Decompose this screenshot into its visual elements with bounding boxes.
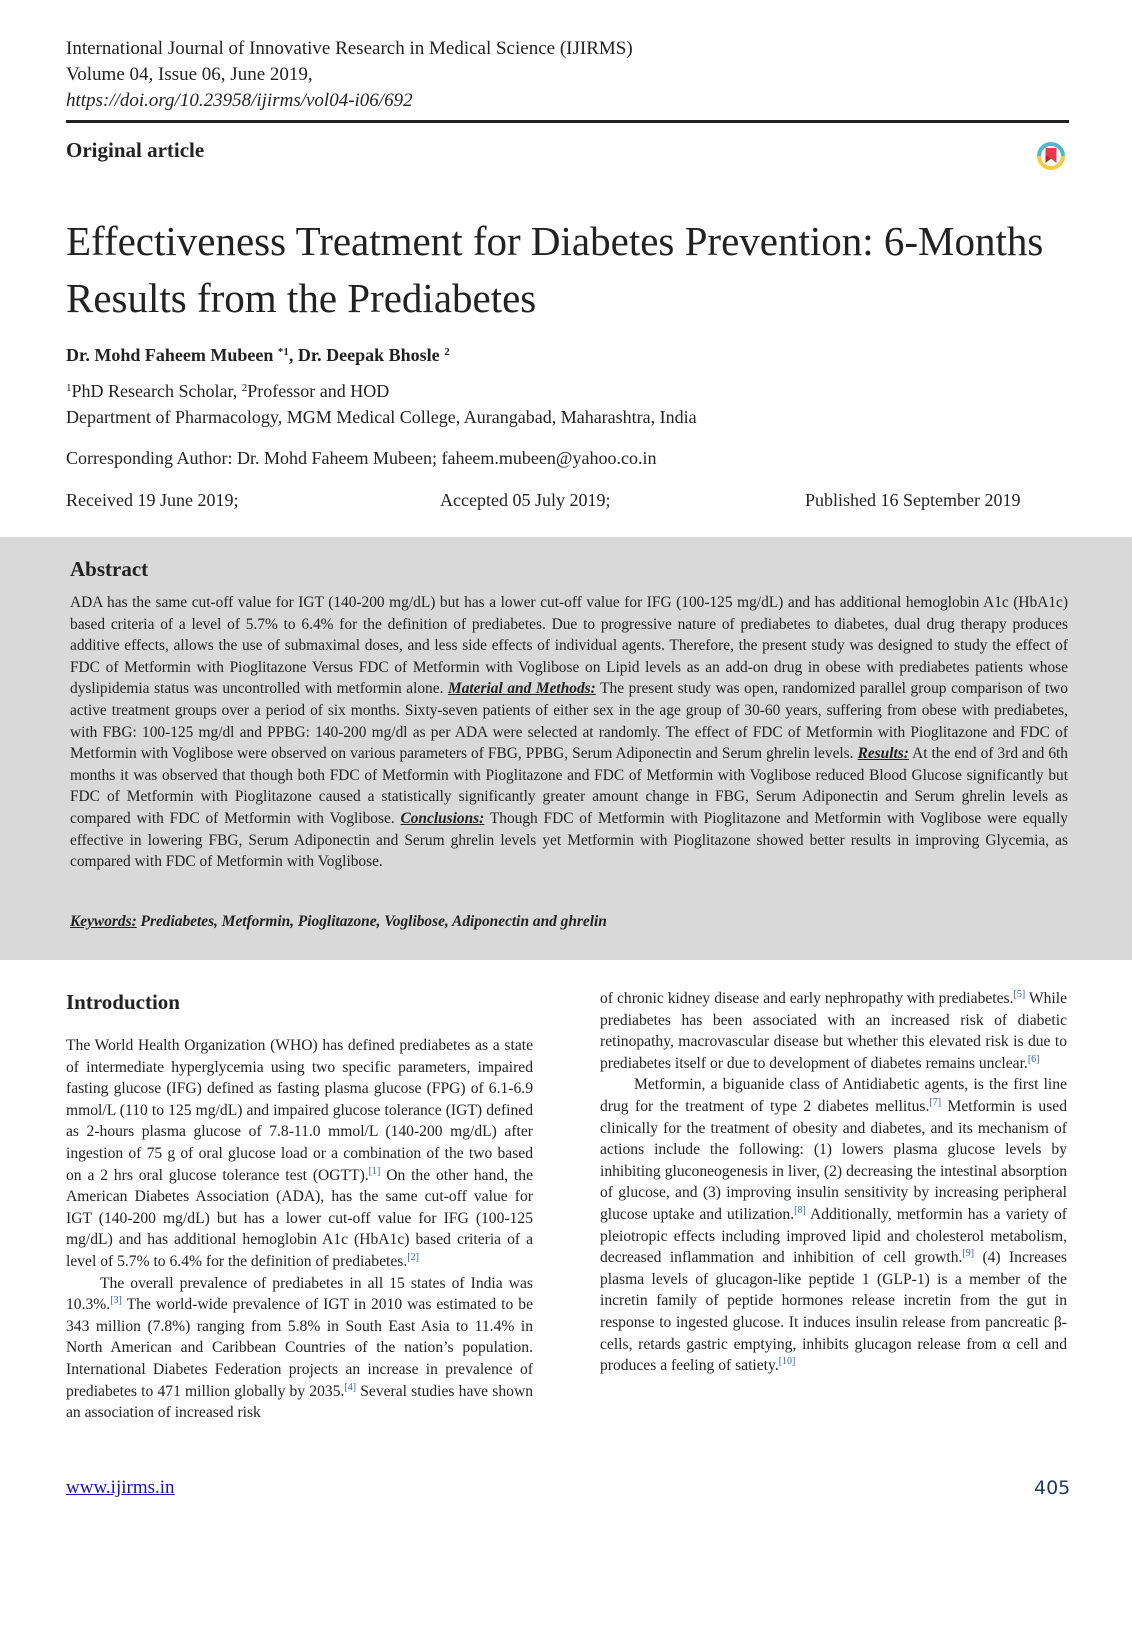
paragraph — [600, 1074, 1067, 1376]
author-name: Dr. Deepak Bhosle — [297, 345, 440, 365]
abstract-methods: The present study was open, randomized parallel group comparison of two active treatment groups over a period of six months. Sixty-seven patients of either sex in the age group of 30-60 years, suffering from obese with prediabetes, with FBG: 100-125 mg/dl and PPBG: 140-200 mg/dl as per ADA were selected at randomly. The effect of FDC of Metformin with Pioglitazone and FDC of Metformin with Voglibose were observed on various parameters of FBG, PPBG, Serum Adiponectin and Serum ghrelin levels. — [70, 680, 1068, 763]
paragraph-text: On the other hand, the American Diabetes Association (ADA), has the same cut-off value for IGT (140-200 mg/dL) but has a lower cut-off value for IFG (100-125 mg/dL) and has additional hemoglobin A1c (HbA1c) based criteria of a level of 5.7% to 6.4% for the definition of prediabetes. — [66, 1166, 533, 1270]
paragraph-text: Metformin, a biguanide class of Antidiabetic agents, is the first line drug for the treatment of type 2 diabetes mellitus. — [600, 1076, 1067, 1115]
header-rule — [66, 120, 1069, 123]
paragraph-text: The world-wide prevalence of IGT in 2010 was estimated to be 343 million (7.8%) ranging from 5.8% in South East Asia to 11.4% in North American and Caribbean Countries of the nation’s population. International Diabetes Federation projects an increase in prevalence of prediabetes to 471 million globally by 2035. — [66, 1296, 533, 1400]
article-type: Original article — [66, 138, 205, 162]
citation-link[interactable]: [5] — [1013, 989, 1026, 1000]
doi-link[interactable]: https://doi.org/10.23958/ijirms/vol04-i06/692 — [66, 90, 413, 111]
abstract-body — [70, 592, 1068, 873]
intro-right-column — [600, 988, 1067, 1377]
citation-link[interactable]: [1] — [368, 1165, 381, 1177]
paragraph-text: Several studies have shown an association of increased risk — [66, 1382, 533, 1422]
paragraph-text: The overall prevalence of prediabetes in all 15 states of India was 10.3%. — [66, 1274, 533, 1314]
paragraph-text: The World Health Organization (WHO) has defined prediabetes as a state of intermediate hyperglycemia using two specific parameters, impaired fasting glucose (IFG) defined as fasting plasma glucose (FPG) of 6.1-6.9 mmol/L (110 to 125 mg/dL) and impaired glucose tolerance (IGT) defined as 2-hours plasma glucose of 7.8-11.0 mmol/L (140-200 mg/dL) after ingestion of 75 g of oral glucose load or a combination of the two based on a 2 hrs oral glucose tolerance test (OGTT). — [66, 1037, 533, 1184]
paragraph-text: Additionally, metformin has a variety of pleiotropic effects including improved lipid and cholesterol metabolism, decreased inflammation and inhibition of cell growth. — [600, 1205, 1067, 1267]
department: Department of Pharmacology, MGM Medical College, Aurangabad, Maharashtra, India — [66, 407, 697, 427]
accepted-date: Accepted 05 July 2019; — [440, 490, 611, 510]
citation-link[interactable]: [6] — [1027, 1053, 1040, 1065]
role-text: Professor and HOD — [247, 381, 390, 401]
affiliation-roles — [66, 378, 697, 404]
abstract-results: At the end of 3rd and 6th months it was observed that though both FDC of Metformin with Pioglitazone and FDC of Metformin with Voglibose reduced Blood Glucose significantly but FDC of Metformin with Pioglitazone caused a statistically significantly greater amount change in FBG, Serum Adiponectin and Serum ghrelin levels as compared with FDC of Metformin with Voglibose. — [70, 745, 1068, 827]
citation-link[interactable]: [3] — [110, 1295, 122, 1307]
author-name: Dr. Mohd Faheem Mubeen — [66, 345, 274, 365]
keywords-list: Prediabetes, Metformin, Pioglitazone, Voglibose, Adiponectin and ghrelin — [136, 913, 607, 930]
affiliations — [66, 378, 697, 430]
published-date: Published 16 September 2019 — [805, 490, 1021, 510]
citation-link[interactable]: [2] — [407, 1251, 419, 1263]
journal-volume: Volume 04, Issue 06, June 2019, — [66, 64, 313, 85]
paragraph — [66, 1035, 533, 1273]
corresponding-author: Corresponding Author: Dr. Mohd Faheem Mubeen; faheem.mubeen@yahoo.co.in — [66, 448, 657, 468]
author-mark: 2 — [444, 346, 450, 358]
results-label: Results: — [857, 745, 909, 763]
abstract-heading: Abstract — [70, 557, 149, 581]
paragraph-text: While prediabetes has been associated with an increased risk of diabetic retinopathy, macrovascular disease but whether this elevated risk is due to prediabetes itself or due to development of diabetes remains unclear. — [600, 990, 1068, 1072]
keywords-label: Keywords: — [70, 913, 137, 930]
author-separator: , — [288, 345, 298, 365]
role-mark: 1 — [66, 382, 72, 394]
author-list — [66, 345, 450, 366]
page-number: 405 — [1034, 1477, 1071, 1499]
article-title: Effectiveness Treatment for Diabetes Prevention: 6-Months Results from the Prediabetes — [66, 218, 1044, 321]
citation-link[interactable]: [7] — [929, 1096, 942, 1108]
conclusions-label: Conclusions: — [400, 809, 485, 827]
paragraph-text: Metformin is used clinically for the treatment of obesity and diabetes, and its mechanism of actions include the following: (1) lowers plasma glucose levels by inhibiting gluconeogenesis in liver, (2) decreasing the intestinal absorption of glucose, and (3) improving insulin sensitivity by increasing peripheral glucose uptake and utilization. — [600, 1097, 1067, 1223]
citation-link[interactable]: [4] — [344, 1381, 357, 1393]
bookmark-badge-icon[interactable] — [1036, 141, 1066, 171]
keywords — [70, 913, 607, 931]
abstract-conclusions: Though FDC of Metformin with Pioglitazone and Metformin with Voglibose were equally effective in lowering FBG, Serum Adiponectin and Serum ghrelin levels yet Metformin with Pioglitazone showed better results in improving Glycemia, as compared with FDC of Metformin with Voglibose. — [70, 809, 1068, 871]
author-mark: *1 — [277, 346, 289, 358]
paragraph-text: of chronic kidney disease and early nephropathy with prediabetes. — [600, 990, 1014, 1007]
citation-link[interactable]: [8] — [794, 1204, 806, 1216]
journal-website-link[interactable]: www.ijirms.in — [66, 1477, 175, 1498]
citation-link[interactable]: [9] — [962, 1248, 975, 1260]
received-date: Received 19 June 2019; — [66, 490, 239, 510]
role-mark: 2 — [241, 382, 248, 394]
role-text: PhD Research Scholar, — [71, 381, 242, 401]
methods-label: Material and Methods: — [448, 680, 596, 698]
journal-name: International Journal of Innovative Research in Medical Science (IJIRMS) — [66, 38, 633, 59]
paragraph — [600, 988, 1067, 1074]
citation-link[interactable]: [10] — [778, 1356, 796, 1368]
intro-left-column — [66, 1035, 533, 1424]
paragraph — [66, 1273, 533, 1424]
paragraph-text: (4) Increases plasma levels of glucagon-like peptide 1 (GLP-1) is a member of the incretin family of peptide hormones release incretin from the gut in response to ingested glucose. It induces insulin release from pancreatic β-cells, retards gastric emptying, inhibits glucagon release from α cell and produces a feeling of satiety. — [600, 1249, 1067, 1375]
introduction-heading: Introduction — [66, 990, 180, 1014]
abstract-background: ADA has the same cut-off value for IGT (140-200 mg/dL) but has a lower cut-off value for IFG (100-125 mg/dL) and has additional hemoglobin A1c (HbA1c) based criteria of a level of 5.7% to 6.4% for the definition of prediabetes. Due to progressive nature of prediabetes to diabetes, dual drug therapy produces additive effects, allows the use of submaximal doses, and less side effects of individual agents. Therefore, the present study was designed to study the effect of FDC of Metformin with Pioglitazone Versus FDC of Metformin with Voglibose on Lipid levels as an add-on drug in obese with prediabetes patients whose dyslipidemia status was uncontrolled with metformin alone. — [70, 594, 1068, 698]
